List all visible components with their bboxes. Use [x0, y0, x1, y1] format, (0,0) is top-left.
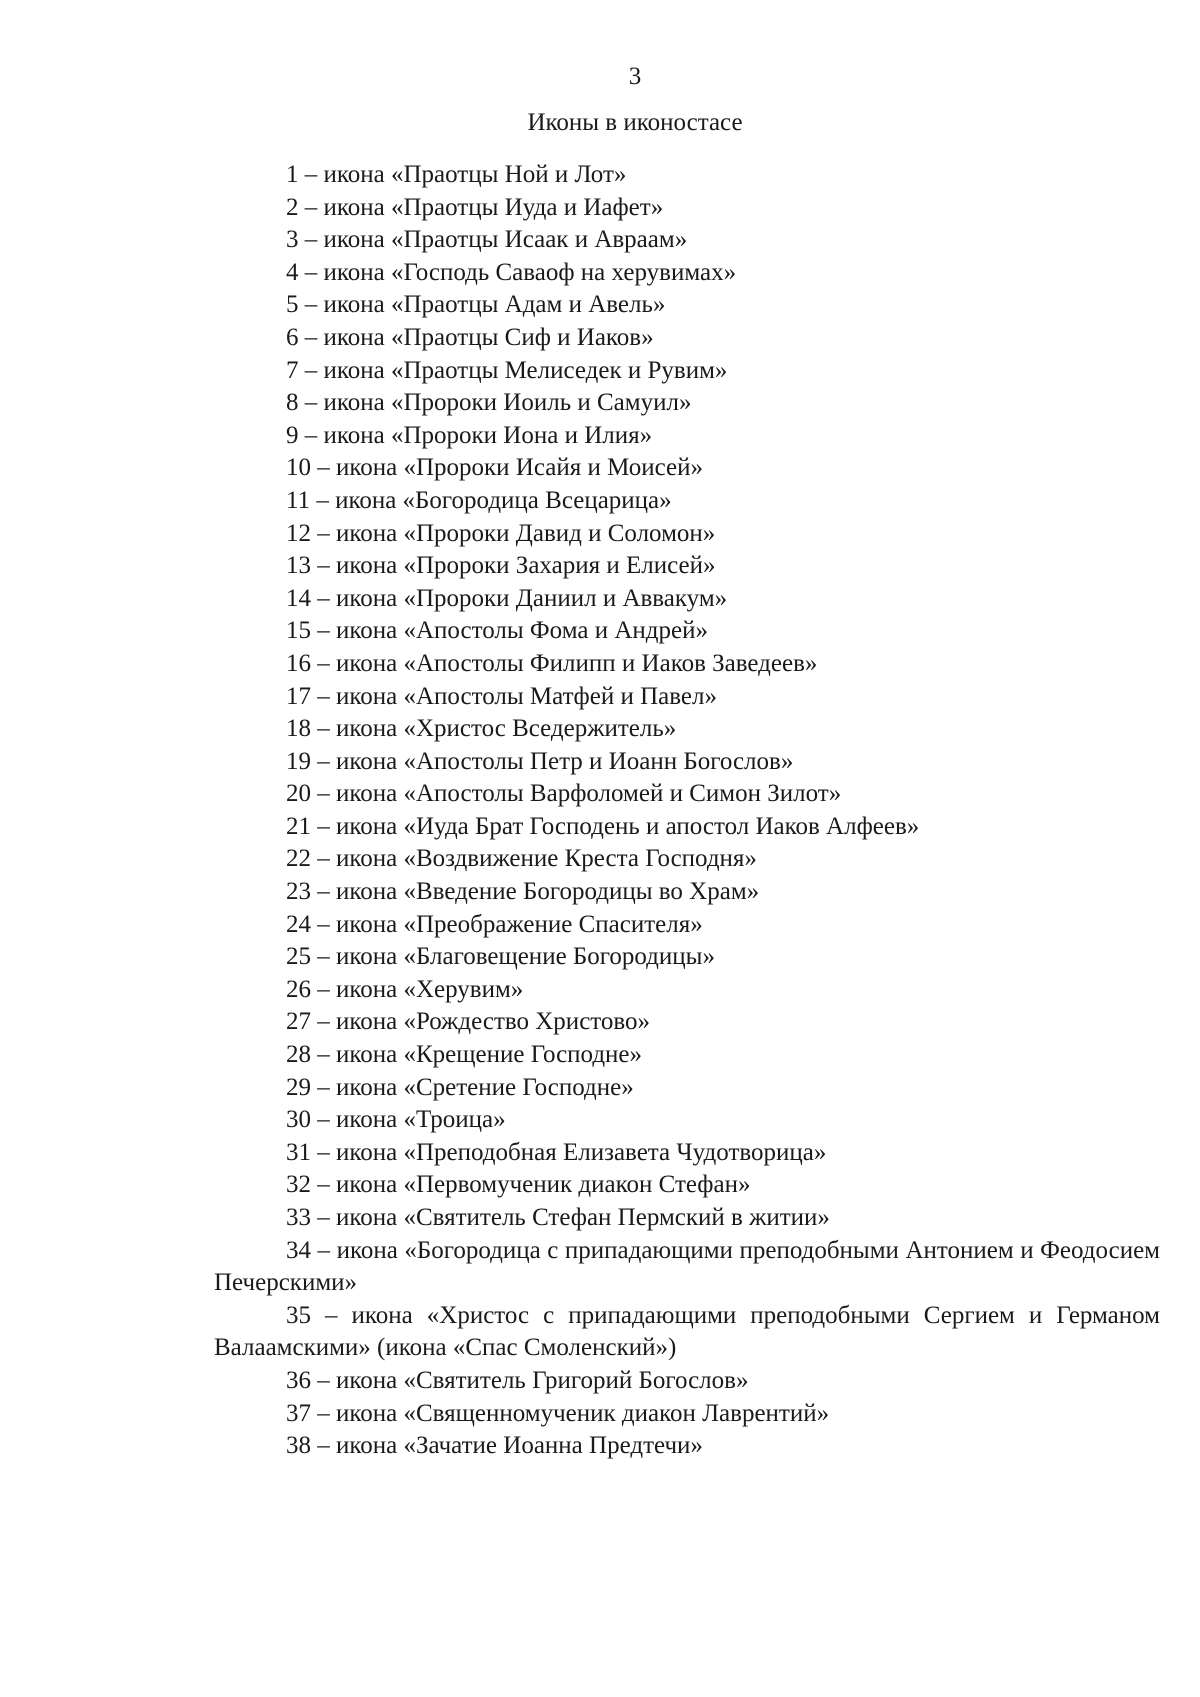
item-text: икона «Праотцы Мелиседек и Рувим» — [323, 356, 728, 384]
list-item: 10 – икона «Пророки Исайя и Моисей» — [286, 454, 703, 482]
item-number: 34 — [286, 1236, 311, 1264]
item-number: 3 — [286, 226, 299, 254]
item-number: 10 — [286, 454, 311, 482]
item-number: 21 — [286, 812, 311, 840]
item-number: 36 — [286, 1366, 311, 1394]
list-item: 1 – икона «Праотцы Ной и Лот» — [286, 161, 627, 188]
list-item: 2 – икона «Праотцы Иуда и Иафет» — [286, 193, 664, 221]
item-text: икона «Пророки Исайя и Моисей» — [336, 454, 703, 482]
item-number: 6 — [286, 323, 299, 351]
list-item: 9 – икона «Пророки Иона и Илия» — [286, 421, 653, 449]
item-text: икона «Пророки Иона и Илия» — [323, 421, 653, 449]
item-text: икона «Троица» — [336, 1106, 506, 1134]
list-item: 15 – икона «Апостолы Фома и Андрей» — [286, 617, 708, 645]
item-text: икона «Апостолы Фома и Андрей» — [336, 617, 708, 645]
item-text: икона «Херувим» — [336, 975, 524, 1003]
list-item: 38 – икона «Зачатие Иоанна Предтечи» — [286, 1432, 703, 1460]
item-number: 7 — [286, 356, 299, 384]
item-number: 2 — [286, 193, 299, 221]
item-number: 8 — [286, 389, 299, 417]
item-text: икона «Сретение Господне» — [336, 1073, 634, 1101]
item-number: 29 — [286, 1073, 311, 1101]
list-item: 31 – икона «Преподобная Елизавета Чудотворица» — [286, 1138, 827, 1166]
list-item: 30 – икона «Троица» — [286, 1106, 506, 1134]
item-text: икона «Праотцы Ной и Лот» — [323, 161, 627, 188]
item-number: 17 — [286, 682, 311, 710]
item-text: икона «Апостолы Петр и Иоанн Богослов» — [336, 747, 794, 775]
item-text: икона «Пророки Давид и Соломон» — [336, 519, 716, 547]
item-number: 11 — [286, 486, 311, 514]
list-item: 37 – икона «Священномученик диакон Лаврентий» — [286, 1399, 830, 1427]
item-number: 35 — [286, 1301, 311, 1329]
list-item: 16 – икона «Апостолы Филипп и Иаков Заведеев» — [286, 649, 818, 677]
list-item: 23 – икона «Введение Богородицы во Храм» — [286, 878, 760, 906]
item-text: икона «Богородица Всецарица» — [335, 486, 672, 514]
item-number: 18 — [286, 715, 311, 743]
item-text: икона «Праотцы Иуда и Иафет» — [323, 193, 664, 221]
list-item: 12 – икона «Пророки Давид и Соломон» — [286, 519, 716, 547]
item-text: икона «Праотцы Исаак и Авраам» — [323, 226, 688, 254]
item-text: икона «Зачатие Иоанна Предтечи» — [336, 1432, 703, 1460]
list-item: 17 – икона «Апостолы Матфей и Павел» — [286, 682, 717, 710]
item-text: икона «Преподобная Елизавета Чудотворица» — [336, 1138, 827, 1166]
item-text: икона «Господь Саваоф на херувимах» — [323, 258, 737, 286]
item-number: 27 — [286, 1008, 311, 1036]
list-item: 20 – икона «Апостолы Варфоломей и Симон Зилот» — [286, 780, 842, 808]
item-number: 14 — [286, 584, 311, 612]
page-number: 3 — [628, 63, 642, 90]
item-text: икона «Апостолы Варфоломей и Симон Зилот» — [336, 780, 842, 808]
list-item: 14 – икона «Пророки Даниил и Аввакум» — [286, 584, 728, 612]
list-item: 3 – икона «Праотцы Исаак и Авраам» — [286, 226, 688, 254]
item-number: 24 — [286, 910, 311, 938]
item-text: икона «Богородица с припадающими преподобными Антонием и Феодосием Печерскими» — [214, 1236, 1160, 1297]
list-item: 28 – икона «Крещение Господне» — [286, 1041, 643, 1069]
list-item: 6 – икона «Праотцы Сиф и Иаков» — [286, 323, 654, 351]
item-text: икона «Крещение Господне» — [336, 1041, 643, 1069]
item-text: икона «Пророки Захария и Елисей» — [336, 552, 716, 580]
item-number: 32 — [286, 1171, 311, 1199]
item-text: икона «Пророки Даниил и Аввакум» — [336, 584, 728, 612]
item-text: икона «Преображение Спасителя» — [336, 910, 703, 938]
item-number: 5 — [286, 291, 299, 319]
page-title: Иконы в иконостасе — [527, 109, 743, 136]
list-item: 34 – икона «Богородица с припадающими преподобными Антонием и Феодосием Печерскими» — [214, 1236, 1160, 1297]
item-number: 16 — [286, 649, 311, 677]
item-number: 23 — [286, 878, 311, 906]
item-number: 28 — [286, 1041, 311, 1069]
list-item: 32 – икона «Первомученик диакон Стефан» — [286, 1171, 751, 1199]
item-text: икона «Святитель Григорий Богослов» — [336, 1366, 749, 1394]
item-number: 15 — [286, 617, 311, 645]
item-text: икона «Иуда Брат Господень и апостол Иаков Алфеев» — [336, 812, 920, 840]
item-text: икона «Святитель Стефан Пермский в житии» — [336, 1204, 830, 1231]
list-item: 24 – икона «Преображение Спасителя» — [286, 910, 703, 938]
list-item: 36 – икона «Святитель Григорий Богослов» — [286, 1366, 749, 1394]
item-text: икона «Первомученик диакон Стефан» — [336, 1171, 751, 1199]
list-item: 29 – икона «Сретение Господне» — [286, 1073, 634, 1101]
item-text: икона «Христос Вседержитель» — [336, 715, 677, 743]
list-item: 4 – икона «Господь Саваоф на херувимах» — [286, 258, 737, 286]
item-text: икона «Воздвижение Креста Господня» — [336, 845, 757, 873]
list-item: 21 – икона «Иуда Брат Господень и апостол Иаков Алфеев» — [286, 812, 920, 840]
item-number: 9 — [286, 421, 299, 449]
item-text: икона «Священномученик диакон Лаврентий» — [336, 1399, 830, 1427]
item-text: икона «Введение Богородицы во Храм» — [336, 878, 760, 906]
list-item: 5 – икона «Праотцы Адам и Авель» — [286, 291, 666, 319]
list-item: 18 – икона «Христос Вседержитель» — [286, 715, 677, 743]
item-number: 19 — [286, 747, 311, 775]
item-number: 33 — [286, 1204, 311, 1231]
list-item: 22 – икона «Воздвижение Креста Господня» — [286, 845, 757, 873]
item-text: икона «Апостолы Филипп и Иаков Заведеев» — [336, 649, 818, 677]
item-number: 1 — [286, 161, 299, 188]
item-number: 37 — [286, 1399, 311, 1427]
item-number: 13 — [286, 552, 311, 580]
item-text: икона «Апостолы Матфей и Павел» — [336, 682, 717, 710]
item-number: 20 — [286, 780, 311, 808]
list-item: 33 – икона «Святитель Стефан Пермский в житии» — [286, 1204, 830, 1231]
list-item: 11 – икона «Богородица Всецарица» — [286, 486, 672, 514]
item-text: икона «Рождество Христово» — [336, 1008, 651, 1036]
item-text: икона «Благовещение Богородицы» — [336, 943, 715, 971]
item-number: 25 — [286, 943, 311, 971]
item-text: икона «Пророки Иоиль и Самуил» — [323, 389, 692, 417]
list-item: 7 – икона «Праотцы Мелиседек и Рувим» — [286, 356, 728, 384]
list-item: 26 – икона «Херувим» — [286, 975, 524, 1003]
item-text: икона «Христос с припадающими преподобными Сергием и Германом Валаамскими» (икона «Спас Смоленский») — [214, 1301, 1161, 1362]
item-number: 30 — [286, 1106, 311, 1134]
list-item: 8 – икона «Пророки Иоиль и Самуил» — [286, 389, 692, 417]
item-number: 31 — [286, 1138, 311, 1166]
list-item: 13 – икона «Пророки Захария и Елисей» — [286, 552, 716, 580]
list-item: 25 – икона «Благовещение Богородицы» — [286, 943, 715, 971]
list-item: 27 – икона «Рождество Христово» — [286, 1008, 651, 1036]
item-number: 38 — [286, 1432, 311, 1460]
item-text: икона «Праотцы Адам и Авель» — [323, 291, 666, 319]
list-item: 19 – икона «Апостолы Петр и Иоанн Богослов» — [286, 747, 794, 775]
item-text: икона «Праотцы Сиф и Иаков» — [323, 323, 654, 351]
item-number: 4 — [286, 258, 299, 286]
item-number: 22 — [286, 845, 311, 873]
icon-list — [214, 159, 1160, 1463]
item-number: 26 — [286, 975, 311, 1003]
list-item: 35 – икона «Христос с припадающими преподобными Сергием и Германом Валаамскими» (икона «Спас Смоленский») — [214, 1301, 1161, 1362]
item-number: 12 — [286, 519, 311, 547]
